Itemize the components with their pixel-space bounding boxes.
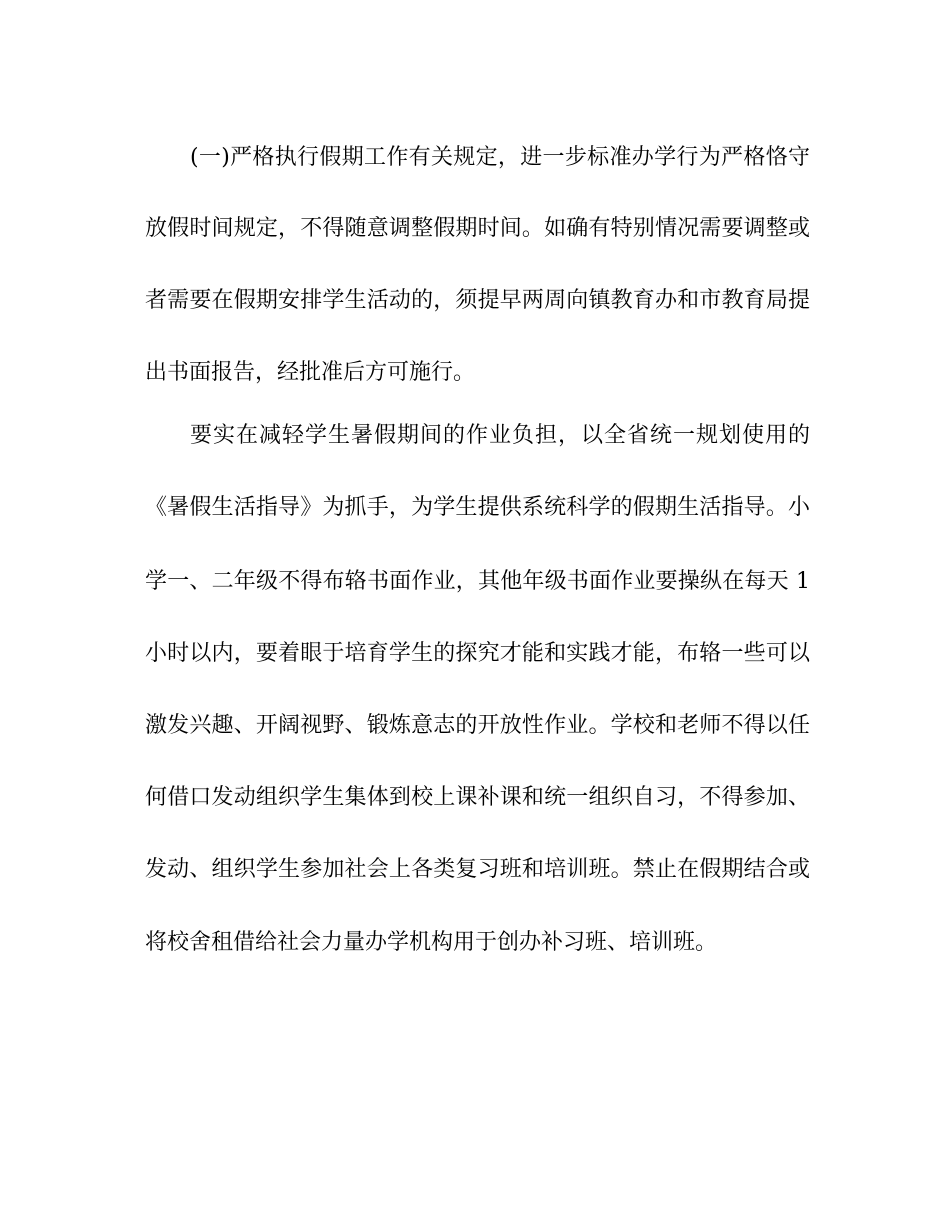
paragraph-2-line-8: 将校舍租借给社会力量办学机构用于创办补习班、培训班。 bbox=[145, 930, 718, 955]
paragraph-2-line-2: 《暑假生活指导》为抓手，为学生提供系统科学的假期生活指导。小 bbox=[145, 495, 810, 520]
paragraph-2-line-1: 要实在减轻学生暑假期间的作业负担，以全省统一规划使用的 bbox=[190, 423, 810, 448]
paragraph-2-line-4: 小时以内，要着眼于培育学生的探究才能和实践才能，布辂一些可以 bbox=[145, 641, 810, 666]
paragraph-2-line-5: 激发兴趣、开阔视野、锻炼意志的开放性作业。学校和老师不得以任 bbox=[145, 713, 810, 738]
paragraph-1-line-1: (一)严格执行假期工作有关规定，进一步标准办学行为严格恪守 bbox=[190, 145, 810, 170]
paragraph-2-line-7: 发动、组织学生参加社会上各类复习班和培训班。禁止在假期结合或 bbox=[145, 857, 810, 882]
paragraph-2-line-6: 何借口发动组织学生集体到校上课补课和统一组织自习，不得参加、 bbox=[145, 785, 810, 810]
paragraph-2-line-3: 学一、二年级不得布辂书面作业，其他年级书面作业要操纵在每天 1 bbox=[145, 569, 810, 594]
paragraph-1-line-3: 者需要在假期安排学生活动的，须提早两周向镇教育办和市教育局提 bbox=[145, 288, 810, 313]
paragraph-1-line-2: 放假时间规定，不得随意调整假期时间。如确有特别情况需要调整或 bbox=[145, 216, 810, 241]
paragraph-1-line-4: 出书面报告，经批准后方可施行。 bbox=[145, 360, 476, 385]
